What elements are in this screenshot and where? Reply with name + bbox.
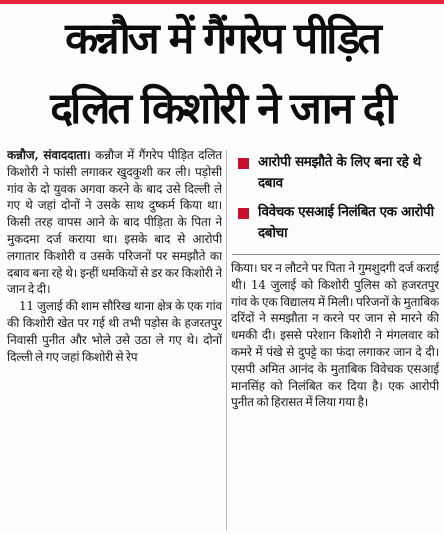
- highlights-divider: [232, 254, 440, 255]
- highlight-text: विवेचक एसआई निलंबित एक आरोपी दबोचा: [258, 204, 434, 241]
- paragraph-3-text: किया। घर न लौटने पर पिता ने गुमशुदगी दर्ज कराई थी। 14 जुलाई को किशोरी पुलिस को हजरतपुर गांव के एक विद्यालय में मिली। परिजनों के मुताबिक दरिंदों ने समझौता न करने पर जान से मारने की धमकी दी। इससे परेशान किशोरी ने मंगलवार को कमरे में पंखे से दुपट्टे का फंदा लगाकर जान दे दी। एसपी अमित आनंद के मुताबिक विवेचक एसआई मानसिंह को निलंबित कर दिया है। एक आरोपी पुनीत को हिरासत में लिया गया है।: [231, 261, 439, 410]
- article-column-right: [231, 260, 439, 530]
- dateline: कन्नौज, संवाददाता।: [7, 148, 91, 162]
- column-divider: [226, 150, 227, 530]
- article-paragraph-1: [7, 147, 222, 298]
- top-accent-rule: [0, 0, 444, 4]
- square-bullet-icon: [238, 158, 249, 169]
- article-paragraph-3: [231, 260, 439, 411]
- highlight-text: आरोपी समझौते के लिए बना रहे थे दबाव: [258, 154, 421, 191]
- article-paragraph-2: [7, 298, 222, 365]
- highlights-box: [232, 150, 440, 254]
- square-bullet-icon: [238, 208, 249, 219]
- article-column-left: [7, 147, 222, 530]
- headline-line-2: दलित किशोरी ने जान दी: [50, 84, 394, 134]
- paragraph-2-text: 11 जुलाई की शाम सौरिख थाना क्षेत्र के एक गांव की किशोरी खेत पर गई थी तभी पड़ोस के हजरतपुर निवासी पुनीत और भोले उसे उठा ले गए थे। दोनों दिल्ली ले गए जहां किशोरी से रेप: [7, 299, 222, 364]
- paragraph-1-text: कन्नौज में गैंगरेप पीड़ित दलित किशोरी ने फांसी लगाकर खुदकुशी कर ली। पड़ोसी गांव के दो युवक अगवा करने के बाद उसे दिल्ली ले गए थे जहां दोनों ने उसके साथ दुष्कर्म किया था। किसी तरह वापस आने के बाद पीड़िता के पिता ने मुकदमा दर्ज कराया था। इसके बाद से आरोपी लगातार किशोरी व उसके परिजनों पर समझौते का दबाव बना रहे थे। इन्हीं धमकियों से डर कर किशोरी ने जान दे दी।: [7, 148, 222, 297]
- headline-line-1: कन्नौज में गैंगरेप पीड़ित: [65, 14, 379, 64]
